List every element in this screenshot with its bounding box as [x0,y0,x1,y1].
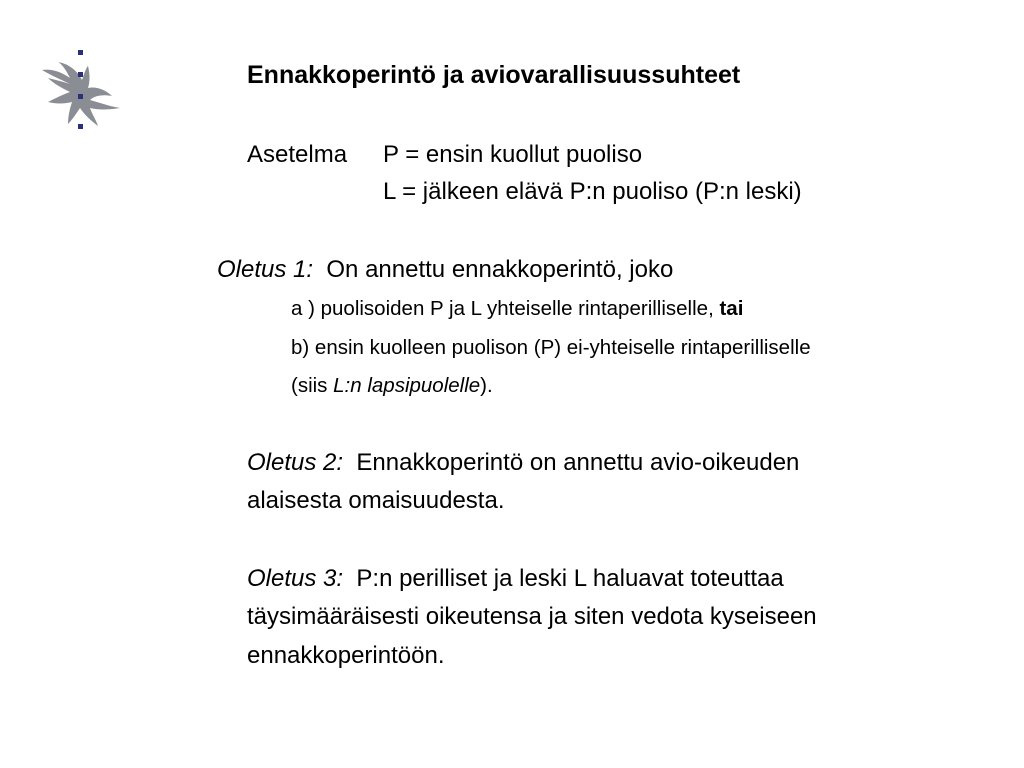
option-b-note [291,376,493,397]
option-b-note-open: (siis [291,374,334,397]
option-a [291,299,743,320]
assumption-3-label: Oletus 3: [247,565,344,592]
assumption-2-text: Ennakkoperintö on annettu avio-oikeuden [356,449,800,476]
option-b-note-close: ). [480,374,493,397]
setup-label: Asetelma [247,141,348,168]
option-a-text: a ) puolisoiden P ja L yhteiselle rintaperilliselle, [291,297,714,320]
assumption-2-label: Oletus 2: [247,449,344,476]
assumption-2-line-1 [247,451,799,475]
slide-title: Ennakkoperintö ja aviovarallisuussuhteet [247,61,741,89]
option-b-note-italic: L:n lapsipuolelle [333,374,481,397]
assumption-3-text: P:n perilliset ja leski L haluavat toteuttaa [356,565,784,592]
assumption-1-label: Oletus 1: [217,256,314,283]
assumption-2-line-2: alaisesta omaisuudesta. [247,487,505,514]
assumption-3-line-2: täysimääräisesti oikeutensa ja siten vedota kyseiseen [247,603,817,630]
assumption-3-line-1 [247,567,784,591]
setup-l-line: L = jälkeen elävä P:n puoliso (P:n leski) [383,178,802,205]
option-a-or: tai [719,297,744,320]
university-logo-icon [36,48,126,136]
assumption-1 [217,258,673,282]
assumption-1-text: On annettu ennakkoperintö, joko [326,256,674,283]
assumption-3-line-3: ennakkoperintöön. [247,642,445,669]
option-b-text: b) ensin kuolleen puolison (P) ei-yhteiselle rintaperilliselle [291,336,811,359]
setup-p-line: P = ensin kuollut puoliso [383,141,643,168]
